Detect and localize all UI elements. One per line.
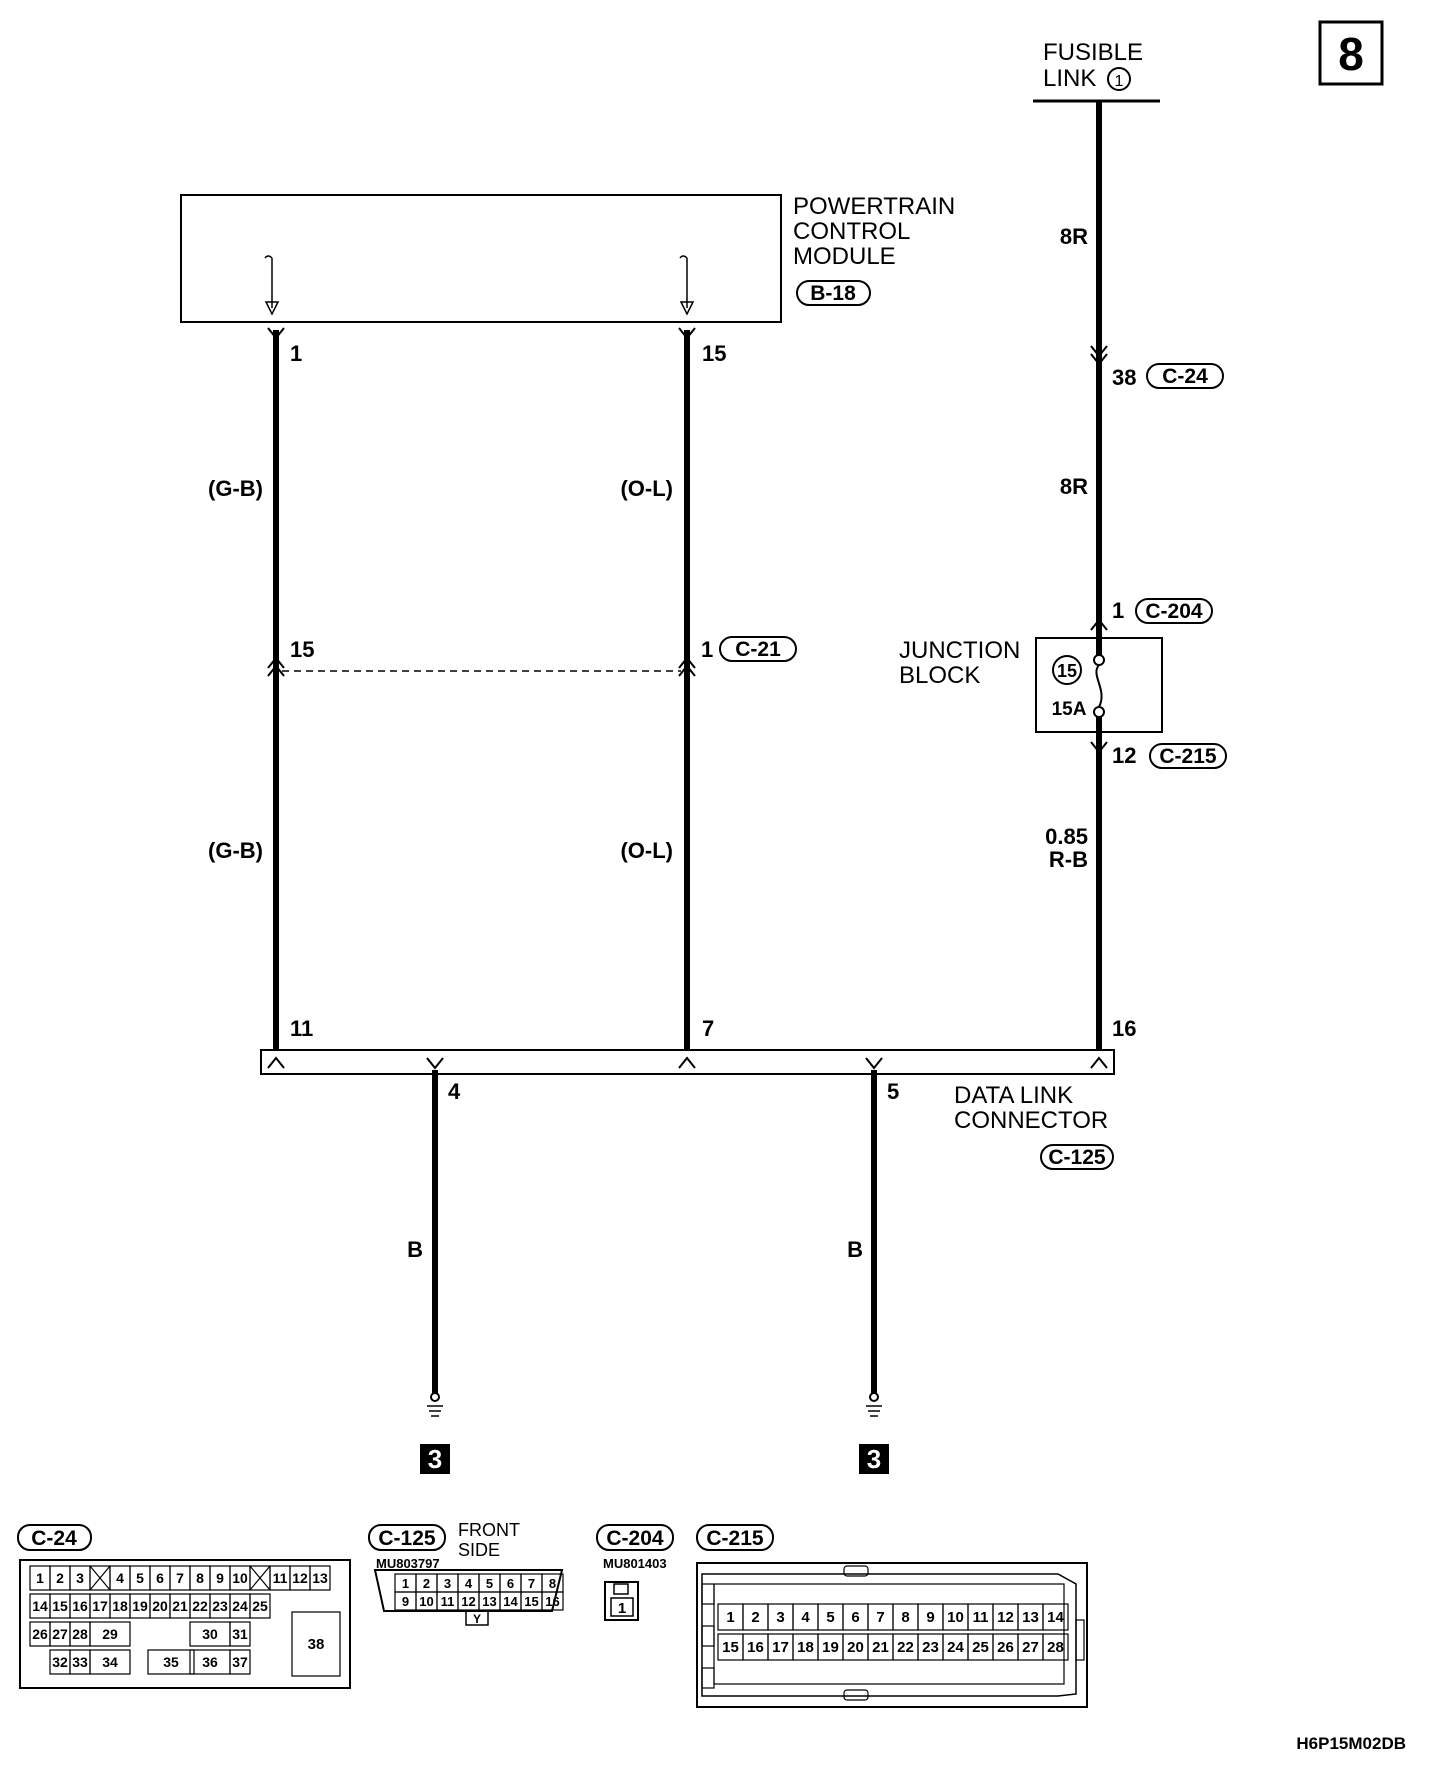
fusible-link-label-2: LINK xyxy=(1043,65,1097,92)
connector-view-c215-label: C-215 xyxy=(706,1527,764,1550)
wire-size-right-bottom: 0.85 xyxy=(1045,824,1088,849)
connector-pin-number: 7 xyxy=(876,1609,885,1626)
ground-number-left: 3 xyxy=(427,1444,443,1474)
connector-c204-label: C-204 xyxy=(1145,600,1203,623)
connector-pin-number: 9 xyxy=(926,1609,935,1626)
connector-pin-number: 34 xyxy=(102,1654,118,1670)
data-link-connector xyxy=(261,1050,1114,1169)
connector-pin-number: 12 xyxy=(292,1570,308,1586)
connector-pin-number: 35 xyxy=(163,1654,179,1670)
connector-pin-number: 16 xyxy=(72,1598,88,1614)
connector-view-c215 xyxy=(697,1525,1087,1707)
connector-c21-label: C-21 xyxy=(735,638,781,661)
connector-pin-number: 27 xyxy=(1022,1639,1039,1656)
c215-pin-grid xyxy=(718,1604,1068,1660)
connector-pin-number: 21 xyxy=(872,1639,889,1656)
connector-pin-number: 18 xyxy=(112,1598,128,1614)
connector-pin-number: 19 xyxy=(132,1598,148,1614)
connector-pin-number: 25 xyxy=(972,1639,989,1656)
connector-pin-number: 23 xyxy=(922,1639,939,1656)
connector-pin-number: 12 xyxy=(461,1594,476,1609)
wire-g-b xyxy=(208,328,314,1050)
connector-pin-number: 6 xyxy=(506,1576,515,1591)
pin-dlc-7: 7 xyxy=(702,1016,715,1041)
page-number-box xyxy=(1320,22,1382,84)
c125-key: Y xyxy=(472,1612,482,1626)
connector-pin-number: 5 xyxy=(136,1570,144,1586)
connector-pin-number: 5 xyxy=(826,1609,835,1626)
connector-pin-number: 4 xyxy=(464,1576,473,1591)
pin-c215-12: 12 xyxy=(1112,743,1137,768)
connector-pin-number: 17 xyxy=(772,1639,789,1656)
ground-wire-right xyxy=(847,1070,899,1474)
connector-pin-number: 24 xyxy=(232,1598,248,1614)
connector-pin-number: 26 xyxy=(32,1626,48,1642)
fuse-rating: 15A xyxy=(1051,699,1087,720)
connector-pin-number: 8 xyxy=(196,1570,204,1586)
connector-pin-number: 15 xyxy=(52,1598,68,1614)
connector-pin-number: 5 xyxy=(485,1576,494,1591)
connector-pin-number: 10 xyxy=(232,1570,248,1586)
connector-view-c204-label: C-204 xyxy=(606,1527,664,1550)
powertrain-control-module xyxy=(181,193,955,322)
connector-pin-number: 1 xyxy=(36,1570,44,1586)
c125-part-number: MU803797 xyxy=(376,1556,440,1571)
fuse-number: 15 xyxy=(1056,661,1078,681)
connector-pin-number: 27 xyxy=(52,1626,68,1642)
connector-pin-number: 7 xyxy=(176,1570,184,1586)
c125-front-label: FRONT xyxy=(458,1520,520,1540)
connector-pin-number: 32 xyxy=(52,1654,68,1670)
connector-pin-number: 6 xyxy=(156,1570,164,1586)
connector-pin-number: 7 xyxy=(527,1576,536,1591)
fusible-link xyxy=(1033,39,1160,101)
connector-pin-number: 4 xyxy=(801,1609,810,1626)
wire-8r xyxy=(1045,101,1226,1050)
connector-c215-label: C-215 xyxy=(1159,745,1217,768)
connector-pin-number: 4 xyxy=(116,1570,124,1586)
pin-c21-15: 15 xyxy=(290,637,315,662)
connector-view-c24 xyxy=(18,1525,350,1688)
wire-color-right-mid: 8R xyxy=(1059,474,1088,499)
connector-pin-number: 9 xyxy=(401,1594,410,1609)
connector-pin-number: 20 xyxy=(847,1639,864,1656)
connector-pin-number: 36 xyxy=(202,1654,218,1670)
pcm-label-2: CONTROL xyxy=(793,218,911,245)
pin-dlc-4: 4 xyxy=(448,1079,461,1104)
pin-dlc-16: 16 xyxy=(1112,1016,1137,1041)
pin-dlc-5: 5 xyxy=(887,1079,900,1104)
connector-pin-number: 25 xyxy=(252,1598,268,1614)
connector-pin-number: 10 xyxy=(947,1609,964,1626)
wire-o-l xyxy=(620,328,796,1050)
dlc-label-1: DATA LINK xyxy=(954,1082,1074,1109)
connector-pin-number: 22 xyxy=(897,1639,914,1656)
connector-pin-number: 11 xyxy=(272,1570,288,1586)
wire-color-left-top: (G-B) xyxy=(208,476,263,501)
connector-pin-number: 12 xyxy=(997,1609,1014,1626)
connector-pin-number: 6 xyxy=(851,1609,860,1626)
connector-c125-label: C-125 xyxy=(1048,1146,1106,1169)
ground-wire-left xyxy=(407,1070,461,1474)
junction-block xyxy=(899,632,1162,758)
connector-view-c24-label: C-24 xyxy=(31,1527,77,1550)
wire-color-ground-left: B xyxy=(407,1237,423,1262)
pin-c24-38: 38 xyxy=(1112,365,1137,390)
connector-pin-number: 28 xyxy=(1047,1639,1064,1656)
connector-pin-number: 13 xyxy=(1022,1609,1039,1626)
connector-pin-number: 29 xyxy=(102,1626,118,1642)
wire-color-ground-right: B xyxy=(847,1237,863,1262)
c204-part-number: MU801403 xyxy=(603,1556,667,1571)
connector-pin-number: 20 xyxy=(152,1598,168,1614)
connector-pin-number: 37 xyxy=(232,1654,248,1670)
connector-pin-number: 38 xyxy=(307,1636,325,1653)
pin-c21-1: 1 xyxy=(701,637,714,662)
connector-view-c125-label: C-125 xyxy=(378,1527,436,1550)
pin-dlc-11: 11 xyxy=(290,1016,314,1041)
connector-pin-number: 11 xyxy=(972,1609,989,1626)
pcm-label-1: POWERTRAIN xyxy=(793,193,956,220)
connector-pin-number: 11 xyxy=(440,1594,455,1609)
connector-pin-number: 31 xyxy=(232,1626,248,1642)
connector-view-c125 xyxy=(369,1520,563,1626)
c125-side-label: SIDE xyxy=(458,1540,501,1560)
connector-pin-number: 22 xyxy=(192,1598,208,1614)
junction-block-label-1: JUNCTION xyxy=(899,637,1021,664)
pin-pcm-1: 1 xyxy=(290,341,303,366)
connector-pin-number: 16 xyxy=(747,1639,764,1656)
connector-pin-number: 18 xyxy=(797,1639,814,1656)
connector-pin-number: 19 xyxy=(822,1639,839,1656)
diagram-code: H6P15M02DB xyxy=(1296,1734,1406,1753)
wire-color-right-bottom: R-B xyxy=(1048,847,1088,872)
connector-pin-number: 28 xyxy=(72,1626,88,1642)
connector-pin-number: 30 xyxy=(202,1626,218,1642)
connector-pin-number: 23 xyxy=(212,1598,228,1614)
connector-pin-number: 2 xyxy=(56,1570,64,1586)
connector-pin-number: 10 xyxy=(419,1594,434,1609)
c24-pin-grid xyxy=(30,1566,340,1676)
connector-pin-number: 1 xyxy=(401,1576,410,1591)
connector-pin-number: 26 xyxy=(997,1639,1014,1656)
connector-pin-number: 15 xyxy=(722,1639,739,1656)
pcm-label-3: MODULE xyxy=(793,243,896,270)
connector-pin-number: 13 xyxy=(482,1594,497,1609)
connector-pin-number: 8 xyxy=(548,1576,557,1591)
pcm-connector-code: B-18 xyxy=(810,282,856,305)
fusible-link-number: 1 xyxy=(1114,73,1124,90)
junction-block-label-2: BLOCK xyxy=(899,662,981,689)
c125-pin-grid xyxy=(395,1574,563,1610)
connector-view-c204 xyxy=(597,1525,673,1620)
connector-pin-number: 14 xyxy=(32,1598,48,1614)
fusible-link-label-1: FUSIBLE xyxy=(1043,39,1144,66)
pin-pcm-15: 15 xyxy=(702,341,727,366)
connector-pin-number: 14 xyxy=(1047,1609,1064,1626)
connector-pin-number: 16 xyxy=(545,1594,560,1609)
connector-pin-number: 3 xyxy=(443,1576,452,1591)
c204-pin-1: 1 xyxy=(617,1600,627,1617)
connector-pin-number: 14 xyxy=(503,1594,518,1609)
connector-pin-number: 33 xyxy=(72,1654,88,1670)
connector-pin-number: 13 xyxy=(312,1570,328,1586)
dlc-label-2: CONNECTOR xyxy=(954,1107,1109,1134)
pin-c204-1: 1 xyxy=(1112,598,1125,623)
connector-pin-number: 15 xyxy=(524,1594,539,1609)
connector-pin-number: 3 xyxy=(776,1609,785,1626)
wire-color-mid-bottom: (O-L) xyxy=(620,838,673,863)
connector-pin-number: 8 xyxy=(901,1609,910,1626)
connector-pin-number: 3 xyxy=(76,1570,84,1586)
wire-color-right-top: 8R xyxy=(1059,224,1088,249)
connector-pin-number: 2 xyxy=(751,1609,760,1626)
connector-pin-number: 21 xyxy=(172,1598,188,1614)
page-number: 8 xyxy=(1338,28,1364,80)
connector-pin-number: 1 xyxy=(726,1609,735,1626)
connector-c24-label: C-24 xyxy=(1162,365,1208,388)
wire-color-mid-top: (O-L) xyxy=(620,476,673,501)
ground-number-right: 3 xyxy=(866,1444,882,1474)
connector-pin-number: 17 xyxy=(92,1598,108,1614)
connector-pin-number: 24 xyxy=(947,1639,964,1656)
connector-pin-number: 2 xyxy=(422,1576,431,1591)
wire-color-left-bottom: (G-B) xyxy=(208,838,263,863)
connector-pin-number: 9 xyxy=(216,1570,224,1586)
